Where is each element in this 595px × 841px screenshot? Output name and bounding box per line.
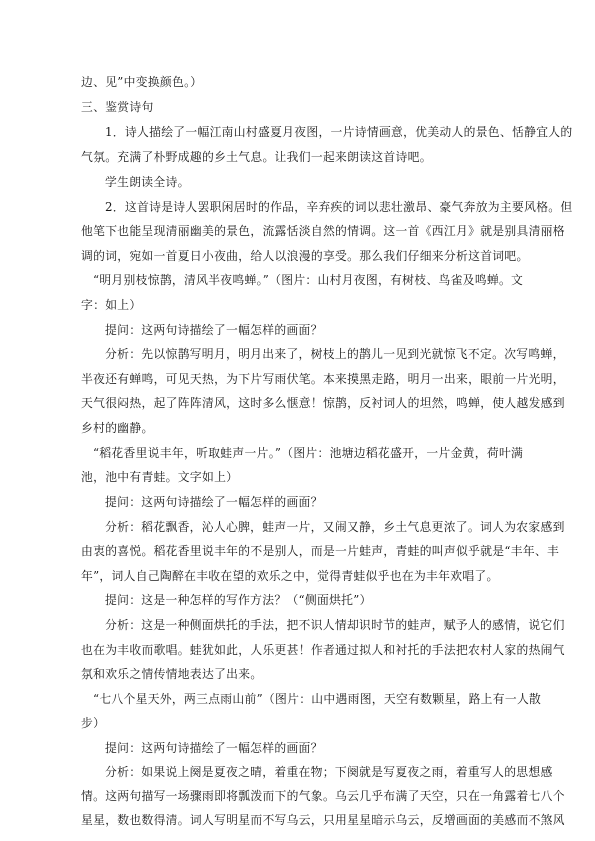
text-line: 情。这两句描写一场骤雨即将瓢泼而下的气象。乌云几乎布满了天空，只在一角露着七八个 xyxy=(81,789,565,803)
text-line: 边、见”中变换颜色。） xyxy=(81,75,203,89)
text-line: “明月别枝惊鹊，清风半夜鸣蝉。”（图片：山村月夜图，有树枝、鸟雀及鸣蝉。文 xyxy=(93,273,524,287)
text-line: 步） xyxy=(81,716,106,730)
text-line: 也在为丰收而歌唱。蛙犹如此，人乐更甚！作者通过拟人和衬托的手法把农村人家的热闹气 xyxy=(81,643,565,657)
text-line: 他笔下也能呈现清丽幽美的景色，流露恬淡自然的情调。这一首《西江月》就是别具清丽格 xyxy=(81,224,565,238)
text-line: 提问：这两句诗描绘了一幅怎样的画面？ xyxy=(105,323,323,337)
text-line: 提问：这是一种怎样的写作方法？（“侧面烘托”） xyxy=(105,593,372,607)
text-line: 乡村的幽静。 xyxy=(81,421,154,435)
text-line: 字：如上） xyxy=(81,298,142,312)
text-line: 调的词，宛如一首夏日小夜曲，给人以浪漫的享受。那么我们仔细来分析这首词吧。 xyxy=(81,249,529,263)
text-line: 天气很闷热，起了阵阵清风，这时多么惬意！惊鹊，反衬词人的坦然，鸣蝉，使人越发感到 xyxy=(81,396,565,410)
text-line: 池，池中有青蛙。文字如上） xyxy=(81,470,239,484)
text-line: 学生朗读全诗。 xyxy=(105,175,190,189)
text-line: “七八个星天外，两三点雨山前”（图片：山中遇雨图，天空有数颗星，路上有一人散 xyxy=(93,692,542,706)
text-line: 提问：这两句诗描绘了一幅怎样的画面？ xyxy=(105,495,323,509)
text-line: 半夜还有蝉鸣，可见天热，为下片写雨伏笔。本来摸黑走路，明月一出来，眼前一片光明， xyxy=(81,372,565,386)
text-line: 由衷的喜悦。稻花香里说丰年的不是别人，而是一片蛙声，青蛙的叫声似乎就是“丰年、丰 xyxy=(81,544,560,558)
text-line: 年”，词人自己陶醉在丰收在望的欢乐之中，觉得青蛙似乎也在为丰年欢唱了。 xyxy=(81,569,499,583)
text-line: 氛和欢乐之情传情地表达了出来。 xyxy=(81,667,263,681)
text-line: 2．这首诗是诗人罢职闲居时的作品，辛弃疾的词以悲壮激昂、豪气奔放为主要风格。但 xyxy=(105,200,573,214)
text-line: 分析：如果说上阕是夏夜之晴，着重在物；下阕就是写夏夜之雨，着重写人的思想感 xyxy=(105,765,553,779)
text-line: “稻花香里说丰年，听取蛙声一片。”（图片：池塘边稻花盛开，一片金黄，荷叶满 xyxy=(93,446,524,460)
text-line: 分析：这是一种侧面烘托的手法，把不识人情却识时节的蛙声，赋予人的感情，说它们 xyxy=(105,618,565,632)
section-heading: 三、鉴赏诗句 xyxy=(81,100,154,114)
text-line: 气氛。充满了朴野成趣的乡土气息。让我们一起来朗读这首诗吧。 xyxy=(81,150,432,164)
text-line: 分析：稻花飘香，沁人心脾，蛙声一片，又闹又静，乡土气息更浓了。词人为农家感到 xyxy=(105,520,565,534)
text-line: 1．诗人描绘了一幅江南山村盛夏月夜图，一片诗情画意，优美动人的景色、恬静宜人的 xyxy=(105,125,573,139)
text-line: 星星，数也数得清。词人写明星而不写乌云，只用星星暗示乌云，反增画面的美感而不煞风 xyxy=(81,813,565,827)
text-line: 分析：先以惊鹊写明月，明月出来了，树枝上的鹊儿一见到光就惊飞不定。次写鸣蝉， xyxy=(105,347,565,361)
text-line: 提问：这两句诗描绘了一幅怎样的画面？ xyxy=(105,741,323,755)
